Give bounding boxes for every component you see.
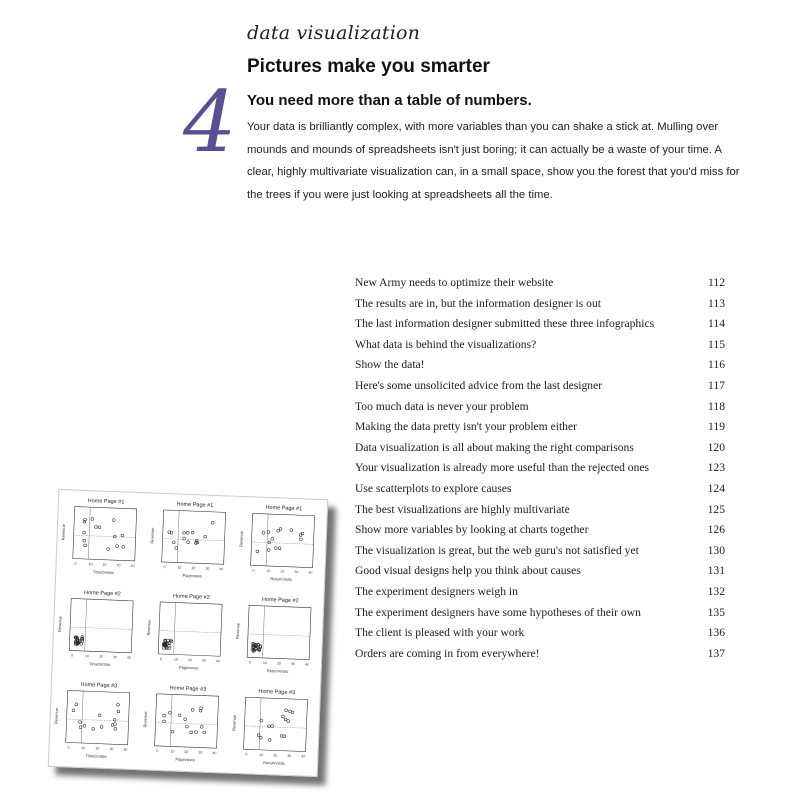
tick-label: 10 bbox=[88, 562, 93, 567]
tick-label: 30 bbox=[290, 661, 295, 667]
toc-entry-title: Orders are coming in from everywhere! bbox=[355, 646, 540, 660]
toc-entry-page: 114 bbox=[708, 317, 725, 331]
plot-title: Home Page #3 bbox=[80, 681, 118, 690]
y-axis-label: Revenue bbox=[56, 615, 63, 633]
data-point bbox=[175, 547, 178, 550]
reference-line bbox=[252, 542, 314, 544]
x-axis-label: ReturnVisits bbox=[263, 759, 285, 766]
data-point bbox=[79, 721, 82, 724]
toc-entry-page: 112 bbox=[708, 276, 725, 289]
data-point bbox=[211, 521, 214, 524]
toc-entry-title: The last information designer submitted these three infographics bbox=[355, 317, 655, 331]
toc-entry-title: The experiment designers have some hypotheses of their own bbox=[355, 605, 641, 619]
reference-line bbox=[85, 599, 87, 651]
data-point bbox=[98, 714, 101, 717]
toc-entry-page: 135 bbox=[707, 605, 725, 619]
tick-label: 10 bbox=[259, 752, 264, 757]
tick-label: 40 bbox=[301, 754, 306, 759]
data-point bbox=[287, 720, 290, 723]
data-point bbox=[290, 529, 293, 532]
tick-label: 20 bbox=[191, 566, 196, 571]
data-point bbox=[271, 537, 274, 540]
toc-entry[interactable] bbox=[355, 335, 725, 356]
data-point bbox=[84, 518, 87, 521]
toc-entry-page: 123 bbox=[707, 461, 725, 475]
tick-label: 10 bbox=[173, 657, 178, 662]
x-axis-label: Pageviews bbox=[178, 664, 199, 671]
plot-title: Home Page #1 bbox=[265, 504, 303, 513]
tick-label: 40 bbox=[308, 570, 313, 575]
toc-entry-page: 137 bbox=[707, 646, 725, 660]
data-point bbox=[117, 703, 120, 706]
reference-line bbox=[163, 539, 225, 541]
tick-label: 0 bbox=[156, 748, 159, 753]
scatterplot-grid bbox=[49, 490, 327, 776]
toc-entry[interactable] bbox=[355, 623, 725, 644]
tick-label: 30 bbox=[205, 566, 210, 571]
toc-entry-title: Your visualization is already more useful than the rejected ones bbox=[355, 461, 650, 475]
tick-label: 0 bbox=[67, 745, 70, 750]
data-point bbox=[185, 725, 188, 728]
toc-entry[interactable] bbox=[355, 520, 725, 541]
data-point bbox=[117, 710, 120, 713]
data-point bbox=[256, 550, 259, 553]
tick-label: 40 bbox=[212, 751, 217, 756]
toc-entry[interactable] bbox=[355, 561, 725, 582]
data-point bbox=[116, 545, 119, 548]
x-axis-label: TimeOnSite bbox=[85, 753, 107, 759]
toc-entry-title: Here's some unsolicited advice from the last designer bbox=[355, 378, 603, 392]
data-point bbox=[83, 520, 86, 523]
plot-title: Home Page #2 bbox=[261, 596, 299, 605]
data-point bbox=[80, 642, 83, 645]
toc-entry-page: 136 bbox=[707, 626, 725, 640]
reference-line bbox=[266, 514, 268, 566]
toc-entry-page: 113 bbox=[708, 296, 725, 310]
y-axis-label: Revenue bbox=[145, 619, 152, 636]
chapter-title: Pictures make you smarter bbox=[247, 56, 490, 77]
reference-line bbox=[244, 726, 306, 728]
tick-label: 20 bbox=[95, 746, 100, 751]
toc-entry-title: New Army needs to optimize their website bbox=[355, 276, 554, 289]
data-point bbox=[191, 708, 194, 711]
toc-entry-page: 132 bbox=[707, 584, 725, 598]
toc-entry-page: 119 bbox=[708, 420, 725, 434]
plot-title: Home Page #1 bbox=[87, 498, 125, 506]
tick-label: 0 bbox=[252, 568, 255, 573]
data-point bbox=[72, 709, 75, 712]
x-axis-label: ReturnVisits bbox=[270, 576, 292, 582]
data-point bbox=[107, 548, 110, 551]
toc-entry-title: Use scatterplots to explore causes bbox=[355, 481, 512, 495]
tick-label: 0 bbox=[248, 660, 251, 665]
data-point bbox=[291, 711, 294, 714]
y-axis-label: Revenue bbox=[231, 714, 237, 731]
data-point bbox=[191, 531, 194, 534]
toc-entry-title: The visualization is great, but the web guru's not satisfied yet bbox=[355, 543, 639, 557]
toc-entry-title: What data is behind the visualizations? bbox=[355, 337, 537, 351]
data-point bbox=[262, 531, 265, 534]
reference-line bbox=[67, 719, 129, 721]
plot-frame bbox=[247, 605, 311, 659]
toc-entry[interactable] bbox=[355, 541, 725, 562]
toc-entry[interactable] bbox=[355, 294, 725, 315]
data-point bbox=[278, 547, 281, 550]
data-point bbox=[268, 725, 271, 728]
data-point bbox=[83, 724, 86, 727]
toc-entry-title: The best visualizations are highly multivariate bbox=[355, 502, 570, 516]
tick-label: 30 bbox=[198, 750, 203, 755]
tick-label: 40 bbox=[215, 659, 220, 664]
data-point bbox=[203, 731, 206, 734]
data-point bbox=[285, 709, 288, 712]
reference-line bbox=[177, 511, 179, 563]
data-point bbox=[200, 725, 203, 728]
data-point bbox=[283, 735, 286, 738]
toc-entry[interactable] bbox=[355, 458, 725, 479]
tick-label: 30 bbox=[116, 563, 121, 568]
toc-entry-page: 124 bbox=[707, 481, 725, 495]
toc-entry[interactable] bbox=[355, 355, 725, 376]
plot-frame bbox=[244, 697, 308, 751]
x-axis-label: Pageviews bbox=[182, 572, 202, 579]
data-point bbox=[91, 517, 94, 520]
toc-entry-page: 118 bbox=[708, 399, 725, 413]
toc-entry-page: 130 bbox=[707, 543, 725, 557]
data-point bbox=[163, 720, 166, 723]
data-point bbox=[282, 715, 285, 718]
toc-entry-title: Show the data! bbox=[355, 358, 425, 372]
data-point bbox=[111, 724, 114, 727]
data-point bbox=[299, 538, 302, 541]
data-point bbox=[274, 547, 277, 550]
tick-label: 20 bbox=[273, 753, 278, 758]
chapter-intro: Your data is brilliantly complex, with more variables than you can shake a stick at. Mulling over mounds and mounds of spreadsheets isn't just boring; it can actually be a waste of your time. A clear, highly multivariate visualization can, in a small space, show you the forest that you'd miss for the trees if you were just looking at spreadsheets all the time. bbox=[247, 121, 740, 201]
data-point bbox=[187, 541, 190, 544]
y-axis-label: Revenue bbox=[60, 524, 67, 541]
toc-entry-title: Good visual designs help you think about causes bbox=[355, 564, 581, 578]
data-point bbox=[172, 541, 175, 544]
toc-entry-page: 117 bbox=[708, 378, 725, 392]
tick-label: 10 bbox=[170, 749, 175, 754]
table-of-contents bbox=[355, 273, 725, 664]
data-point bbox=[186, 531, 189, 534]
reference-line bbox=[74, 535, 136, 537]
x-axis-label: TimeOnSite bbox=[89, 661, 111, 668]
toc-entry[interactable] bbox=[355, 438, 725, 459]
tick-label: 0 bbox=[74, 561, 77, 566]
toc-entry[interactable] bbox=[355, 582, 725, 603]
data-point bbox=[299, 534, 302, 537]
data-point bbox=[75, 703, 78, 706]
x-axis-label: ReturnVisits bbox=[266, 668, 289, 674]
data-point bbox=[184, 718, 187, 721]
toc-entry-title: Data visualization is all about making the right comparisons bbox=[355, 440, 634, 454]
data-point bbox=[114, 727, 117, 730]
reference-line bbox=[88, 507, 90, 559]
data-point bbox=[122, 545, 125, 548]
data-point bbox=[94, 525, 97, 528]
data-point bbox=[267, 548, 270, 551]
data-point bbox=[171, 730, 174, 733]
data-point bbox=[84, 544, 87, 547]
reference-line bbox=[263, 606, 265, 658]
data-point bbox=[268, 738, 271, 741]
toc-entry[interactable] bbox=[355, 417, 725, 438]
toc-entry-title: Show more variables by looking at charts together bbox=[355, 523, 589, 537]
plot-frame bbox=[162, 510, 226, 564]
data-point bbox=[112, 519, 115, 522]
toc-entry-page: 120 bbox=[707, 440, 725, 454]
y-axis-label: Revenue bbox=[142, 711, 148, 728]
toc-entry[interactable] bbox=[355, 397, 725, 418]
toc-entry-page: 125 bbox=[707, 502, 725, 516]
data-point bbox=[168, 711, 171, 714]
tick-label: 0 bbox=[245, 752, 248, 757]
chapter-number: 4 bbox=[183, 73, 237, 171]
reference-line bbox=[159, 630, 221, 632]
plot-frame bbox=[251, 513, 315, 567]
reference-line bbox=[174, 603, 176, 655]
toc-entry-page: 116 bbox=[708, 358, 725, 372]
plot-frame bbox=[73, 507, 137, 561]
toc-entry-title: The experiment designers weigh in bbox=[355, 584, 518, 598]
data-point bbox=[79, 726, 82, 729]
toc-entry-page: 131 bbox=[707, 564, 725, 578]
tick-label: 20 bbox=[98, 654, 104, 659]
data-point bbox=[280, 735, 283, 738]
tick-label: 20 bbox=[280, 569, 285, 574]
tick-label: 20 bbox=[276, 661, 281, 666]
tick-label: 20 bbox=[102, 562, 107, 567]
toc-entry[interactable] bbox=[355, 376, 725, 397]
data-point bbox=[204, 535, 207, 538]
toc-entry-title: The results are in, but the information designer is out bbox=[355, 296, 601, 310]
tick-label: 40 bbox=[304, 662, 309, 667]
plot-title: Home Page #3 bbox=[258, 688, 296, 697]
y-axis-label: Revenue bbox=[53, 707, 60, 725]
tick-label: 0 bbox=[159, 656, 163, 662]
plot-title: Home Page #1 bbox=[176, 501, 214, 509]
y-axis-label: Revenue bbox=[234, 622, 241, 640]
data-point bbox=[259, 736, 262, 739]
tick-label: 20 bbox=[187, 658, 192, 663]
scatterplot-figure bbox=[48, 489, 328, 777]
tick-label: 30 bbox=[201, 658, 206, 663]
reference-line bbox=[81, 691, 83, 743]
plot-title: Home Page #2 bbox=[172, 593, 210, 601]
tick-label: 40 bbox=[123, 747, 128, 752]
x-axis-label: Pageviews bbox=[175, 756, 195, 763]
section-label: data visualization bbox=[247, 22, 421, 44]
y-axis-label: Revenue bbox=[238, 530, 244, 548]
toc-entry-title: Making the data pretty isn't your problem either bbox=[355, 420, 577, 434]
chapter-subtitle: You need more than a table of numbers. bbox=[247, 92, 532, 109]
tick-label: 40 bbox=[126, 655, 131, 660]
tick-label: 40 bbox=[130, 563, 135, 568]
toc-entry[interactable] bbox=[355, 273, 725, 294]
tick-label: 30 bbox=[109, 747, 114, 752]
tick-label: 0 bbox=[163, 565, 166, 570]
data-point bbox=[113, 535, 116, 538]
plot-title: Home Page #3 bbox=[169, 685, 207, 693]
tick-label: 10 bbox=[266, 568, 271, 574]
reference-line bbox=[259, 698, 261, 750]
data-point bbox=[183, 531, 186, 534]
x-axis-label: TimeOnSite bbox=[92, 569, 114, 576]
toc-entry[interactable] bbox=[355, 644, 725, 665]
data-point bbox=[178, 714, 181, 717]
tick-label: 30 bbox=[112, 655, 117, 660]
toc-entry-page: 115 bbox=[708, 337, 725, 351]
tick-label: 30 bbox=[287, 753, 292, 759]
tick-label: 10 bbox=[81, 745, 86, 751]
tick-label: 10 bbox=[177, 565, 182, 570]
data-point bbox=[121, 534, 124, 537]
data-point bbox=[83, 531, 86, 534]
plot-title: Home Page #2 bbox=[83, 589, 121, 598]
data-point bbox=[190, 731, 193, 734]
tick-label: 0 bbox=[70, 653, 74, 658]
toc-entry-title: Too much data is never your problem bbox=[355, 399, 529, 413]
tick-label: 10 bbox=[262, 660, 267, 666]
toc-entry[interactable] bbox=[355, 500, 725, 521]
data-point bbox=[279, 528, 282, 531]
reference-line bbox=[170, 694, 172, 746]
reference-line bbox=[70, 627, 132, 629]
reference-line bbox=[248, 634, 310, 636]
tick-label: 30 bbox=[294, 570, 299, 575]
data-point bbox=[183, 537, 186, 540]
toc-entry-title: The client is pleased with your work bbox=[355, 626, 525, 640]
data-point bbox=[301, 532, 304, 535]
tick-label: 40 bbox=[219, 567, 224, 572]
toc-entry[interactable] bbox=[355, 314, 725, 335]
data-point bbox=[92, 727, 95, 730]
data-point bbox=[98, 526, 101, 529]
toc-entry[interactable] bbox=[355, 479, 725, 500]
data-point bbox=[83, 539, 86, 542]
tick-label: 20 bbox=[184, 749, 189, 755]
toc-entry[interactable] bbox=[355, 603, 725, 624]
plot-frame bbox=[66, 690, 130, 744]
toc-entry-page: 126 bbox=[707, 523, 725, 537]
data-point bbox=[195, 731, 198, 734]
data-point bbox=[100, 726, 103, 729]
tick-label: 10 bbox=[84, 654, 90, 659]
y-axis-label: Revenue bbox=[149, 527, 156, 544]
data-point bbox=[163, 714, 166, 717]
plot-frame bbox=[155, 694, 219, 748]
